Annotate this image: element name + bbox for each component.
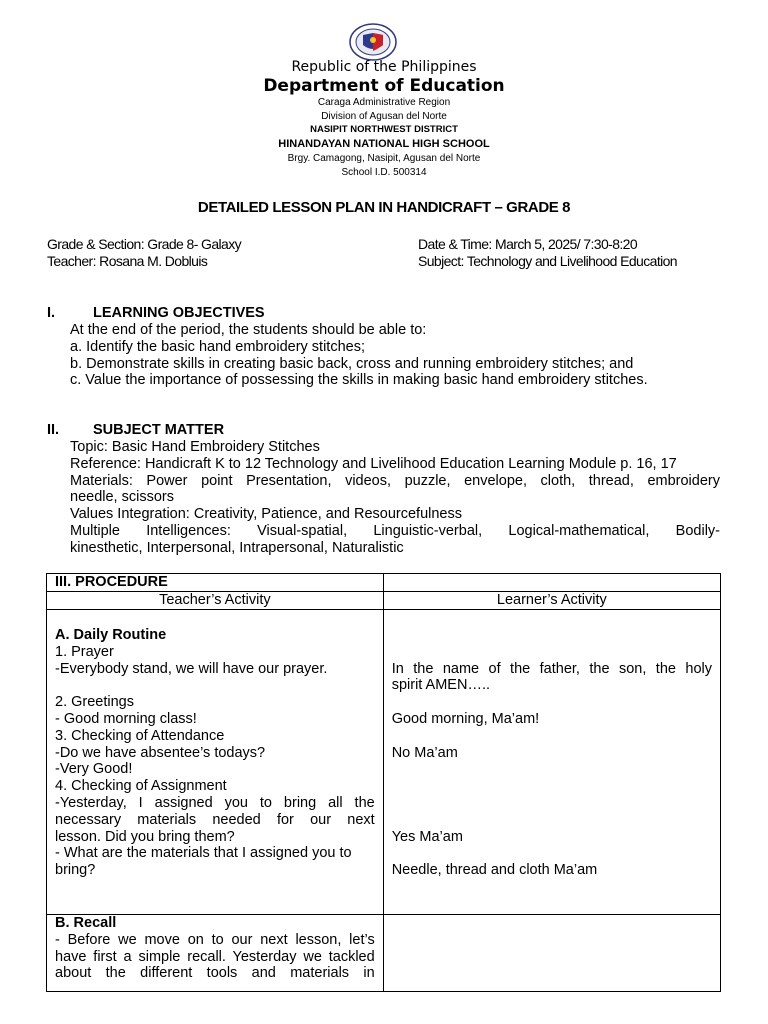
objective-a: a. Identify the basic hand embroidery stitches;: [70, 338, 365, 355]
topic-line: Topic: Basic Hand Embroidery Stitches: [70, 439, 320, 455]
republic-label: Republic of the Philippines: [291, 59, 477, 75]
document-title: DETAILED LESSON PLAN IN HANDICRAFT – GRADE 8: [197, 199, 571, 216]
mi-line-1: Multiple Intelligences: Visual-spatial, Linguistic-verbal, Logical-mathematical, Bodily-: [70, 522, 720, 539]
objective-c: c. Value the importance of possessing the skills in making basic hand embroidery stitches.: [70, 372, 648, 389]
learner-response-cell: [383, 610, 720, 915]
assignment-label: 4. Checking of Assignment: [55, 778, 227, 795]
materials-line-2: needle, scissors: [70, 489, 174, 506]
daily-routine-heading: A. Daily Routine: [55, 627, 167, 643]
subject-matter-number: II.: [47, 422, 60, 438]
objectives-heading: [47, 305, 265, 322]
learner-yes: Yes Ma’am: [391, 828, 463, 845]
assign-line-1: -Yesterday, I assigned you to bring all the: [55, 794, 375, 811]
recall-line-1: - Before we move on to our next lesson, let’s: [55, 931, 375, 948]
meta-right: [418, 236, 677, 270]
letterhead: [0, 58, 768, 179]
absentee-line: -Do we have absentee’s todays?: [55, 744, 266, 761]
procedure-table: [46, 573, 721, 992]
date-time: Date & Time: March 5, 2025/ 7:30-8:20: [418, 236, 638, 252]
very-good-line: -Very Good!: [55, 761, 133, 778]
mi-line-2: kinesthetic, Interpersonal, Intrapersonal, Naturalistic: [70, 539, 404, 556]
greet-line: - Good morning class!: [55, 710, 197, 727]
procedure-heading: III. PROCEDURE: [47, 574, 384, 592]
school-address: Brgy. Camagong, Nasipit, Agusan del Norte: [287, 153, 481, 164]
empty-cell: [383, 574, 720, 592]
department-label: Department of Education: [263, 76, 505, 96]
materials-line-1: Materials: Power point Presentation, videos, puzzle, envelope, cloth, thread, embroidery: [70, 472, 720, 489]
school-id: School I.D. 500314: [341, 166, 427, 178]
attendance-label: 3. Checking of Attendance: [55, 727, 225, 744]
deped-seal-logo: [349, 23, 397, 61]
table-row: [47, 915, 721, 992]
materials-question-2: bring?: [55, 862, 96, 879]
recall-heading: B. Recall: [55, 915, 117, 931]
recall-line-2: have first a simple recall. Yesterday we tackled: [55, 948, 375, 965]
prayer-line: -Everybody stand, we will have our prayer.: [55, 660, 328, 677]
daily-routine-cell: [47, 610, 384, 915]
subject-name: Subject: Technology and Livelihood Education: [418, 253, 677, 269]
table-row: [47, 610, 721, 915]
objectives-list: [70, 322, 720, 389]
teacher-name: Teacher: Rosana M. Dobluis: [47, 253, 208, 269]
prayer-label: 1. Prayer: [55, 643, 114, 660]
grade-section: Grade & Section: Grade 8- Galaxy: [47, 236, 242, 252]
table-row: [47, 574, 721, 592]
district-label: NASIPIT NORTHWEST DISTRICT: [310, 124, 458, 135]
objectives-title: LEARNING OBJECTIVES: [93, 305, 265, 321]
assign-line-2: necessary materials needed for our next: [55, 811, 375, 828]
division-label: Division of Agusan del Norte: [321, 110, 447, 122]
subject-matter-heading: [47, 422, 224, 439]
recall-line-3: about the different tools and materials in: [55, 965, 375, 982]
objectives-intro: At the end of the period, the students should be able to:: [70, 322, 427, 338]
reference-line: Reference: Handicraft K to 12 Technology and Livelihood Education Learning Module p. 16, 17: [70, 455, 677, 472]
recall-cell: [47, 915, 384, 992]
learner-prayer-2: spirit AMEN…..: [391, 677, 490, 694]
learner-materials: Needle, thread and cloth Ma’am: [391, 862, 598, 879]
learner-greet: Good morning, Ma’am!: [391, 710, 540, 727]
learner-activity-header: Learner’s Activity: [383, 592, 720, 610]
values-line: Values Integration: Creativity, Patience, and Resourcefulness: [70, 506, 462, 523]
table-row: [47, 592, 721, 610]
assign-line-3: lesson. Did you bring them?: [55, 828, 235, 845]
region-label: Caraga Administrative Region: [317, 97, 451, 108]
meta-left: [47, 236, 241, 270]
subject-matter-body: [70, 439, 720, 557]
teacher-activity-header: Teacher’s Activity: [47, 592, 384, 610]
materials-question-1: - What are the materials that I assigned you to: [55, 845, 352, 862]
greetings-label: 2. Greetings: [55, 694, 134, 711]
learner-no: No Ma’am: [391, 744, 458, 761]
learner-prayer-1: In the name of the father, the son, the holy: [391, 660, 712, 677]
objective-b: b. Demonstrate skills in creating basic back, cross and running embroidery stitches; and: [70, 355, 634, 372]
objectives-number: I.: [47, 305, 56, 321]
subject-matter-title: SUBJECT MATTER: [93, 422, 225, 438]
empty-cell: [383, 915, 720, 992]
school-name: HINANDAYAN NATIONAL HIGH SCHOOL: [278, 138, 490, 150]
